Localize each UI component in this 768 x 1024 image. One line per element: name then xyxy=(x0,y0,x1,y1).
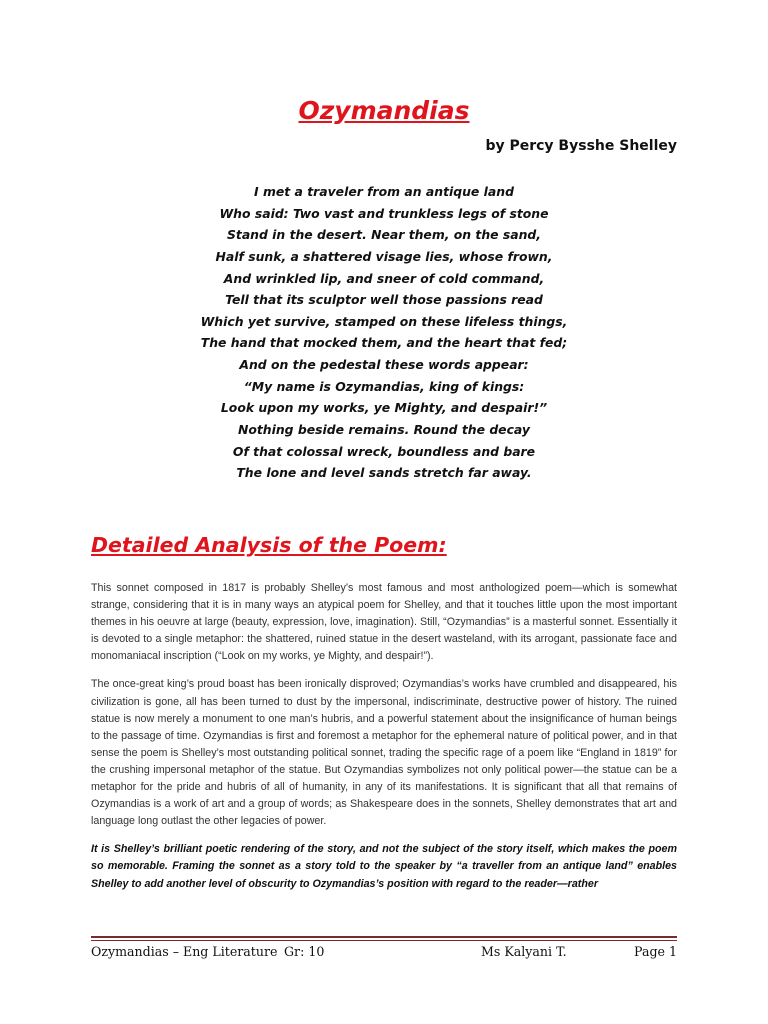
poem-line: The hand that mocked them, and the heart that fed; xyxy=(200,335,568,351)
poem-line: Of that colossal wreck, boundless and bare xyxy=(232,443,536,459)
analysis-paragraph: The once-great king’s proud boast has been ironically disproved; Ozymandias’s works have crumbled and disappeared, his civilization is gone, all has been turned to dust by the impersonal, indiscriminate, destructive power of history. The ruined statue is now merely a monument to one man’s hubris, and a powerful statement about the insignificance of human beings to the passage of time. Ozymandias is first and foremost a metaphor for the ephemeral nature of political power, and in that sense the poem is Shelley’s most outstanding political sonnet, trading the specific rage of a poem like “England in 1819” for the crushing impersonal metaphor of the statue. But Ozymandias symbolizes not only political power—the statue can be a metaphor for the pride and hubris of all of humanity, in any of its manifestations. It is significant that all that remains of Ozymandias is a work of art and a group of words; as Shakespeare does in the sonnets, Shelley demonstrates that art and language long outlast the other legacies of power. xyxy=(91,678,677,828)
poem-line: The lone and level sands stretch far away. xyxy=(236,465,532,481)
footer-page-number: Page 1 xyxy=(634,944,677,959)
poem-author: by Percy Bysshe Shelley xyxy=(485,138,677,154)
poem-line: Nothing beside remains. Round the decay xyxy=(237,422,530,438)
poem-text xyxy=(0,181,768,484)
analysis-heading: Detailed Analysis of the Poem: xyxy=(91,533,447,557)
footer-rule xyxy=(91,936,677,941)
footer-teacher: Ms Kalyani T. xyxy=(481,944,567,959)
poem-line: Half sunk, a shattered visage lies, whose frown, xyxy=(215,248,553,264)
poem-line: And on the pedestal these words appear: xyxy=(239,357,529,373)
footer-subject: Ozymandias – Eng Literature xyxy=(91,944,278,959)
poem-line: Who said: Two vast and trunkless legs of stone xyxy=(219,205,549,221)
analysis-paragraph: This sonnet composed in 1817 is probably Shelley’s most famous and most anthologized poem—which is somewhat strange, considering that it is in many ways an atypical poem for Shelley, and that it touches little upon the most important themes in his oeuvre at large (beauty, expression, love, imagination). Still, “Ozymandias” is a masterful sonnet. Essentially it is devoted to a single metaphor: the shattered, ruined statue in the desert wasteland, with its arrogant, passionate face and monomaniacal inscription (“Look on my works, ye Mighty, and despair!”). xyxy=(91,582,677,663)
page-footer xyxy=(91,944,677,962)
poem-line: “My name is Ozymandias, king of kings: xyxy=(243,378,525,394)
analysis-body xyxy=(91,580,677,904)
poem-title: Ozymandias xyxy=(298,96,470,125)
poem-line: I met a traveler from an antique land xyxy=(254,184,514,199)
poem-line: Look upon my works, ye Mighty, and despair!” xyxy=(220,400,548,416)
poem-line: Tell that its sculptor well those passions read xyxy=(225,292,543,308)
footer-grade: Gr: 10 xyxy=(284,944,325,959)
poem-line: Stand in the desert. Near them, on the sand, xyxy=(226,227,542,243)
analysis-paragraph-emphasis: It is Shelley’s brilliant poetic rendering of the story, and not the subject of the story itself, which makes the poem so memorable. Framing the sonnet as a story told to the speaker by “a traveller from an antique land” enables Shelley to add another level of obscurity to Ozymandias’s position with regard to the reader—rather xyxy=(91,843,677,890)
poem-line: And wrinkled lip, and sneer of cold command, xyxy=(223,270,545,286)
poem-line: Which yet survive, stamped on these lifeless things, xyxy=(200,313,568,329)
